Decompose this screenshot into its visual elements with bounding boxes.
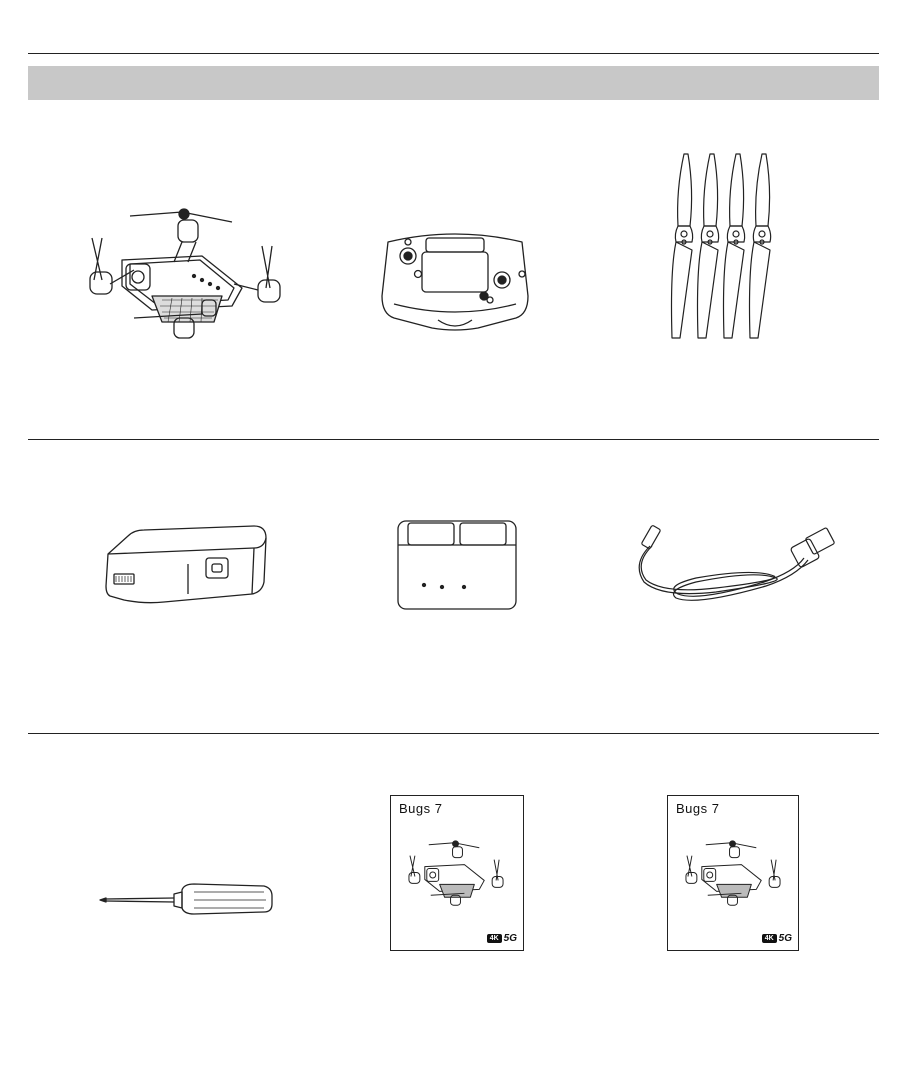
propeller-icon: [666, 150, 796, 344]
manual-badges: [487, 933, 517, 944]
remote-controller-icon: [380, 228, 530, 340]
screwdriver-item: [98, 880, 274, 916]
battery-item: [104, 524, 270, 606]
drone-icon: [82, 200, 292, 350]
manual-badges: [762, 933, 792, 944]
badge-5g: 5G: [778, 933, 792, 944]
user-manual-1: [390, 795, 524, 951]
header-band: [28, 66, 879, 100]
drone-icon: [682, 836, 786, 912]
manual-title: Bugs 7: [676, 801, 720, 816]
user-manual-2: [667, 795, 799, 951]
charging-hub-icon: [396, 515, 518, 611]
charging-hub-item: [396, 515, 518, 611]
row-divider-1: [28, 439, 879, 440]
badge-4k: 4K: [762, 934, 777, 943]
badge-4k: 4K: [487, 934, 502, 943]
usb-cable-icon: [636, 520, 836, 602]
propellers-item: [666, 150, 796, 344]
drone-item: [82, 200, 292, 350]
manual-title: Bugs 7: [399, 801, 443, 816]
screwdriver-icon: [98, 880, 274, 916]
drone-icon: [405, 836, 509, 912]
top-divider: [28, 53, 879, 54]
remote-controller-item: [380, 228, 530, 340]
battery-icon: [104, 524, 270, 606]
badge-5g: 5G: [503, 933, 517, 944]
usb-cable-item: [636, 520, 836, 602]
row-divider-2: [28, 733, 879, 734]
